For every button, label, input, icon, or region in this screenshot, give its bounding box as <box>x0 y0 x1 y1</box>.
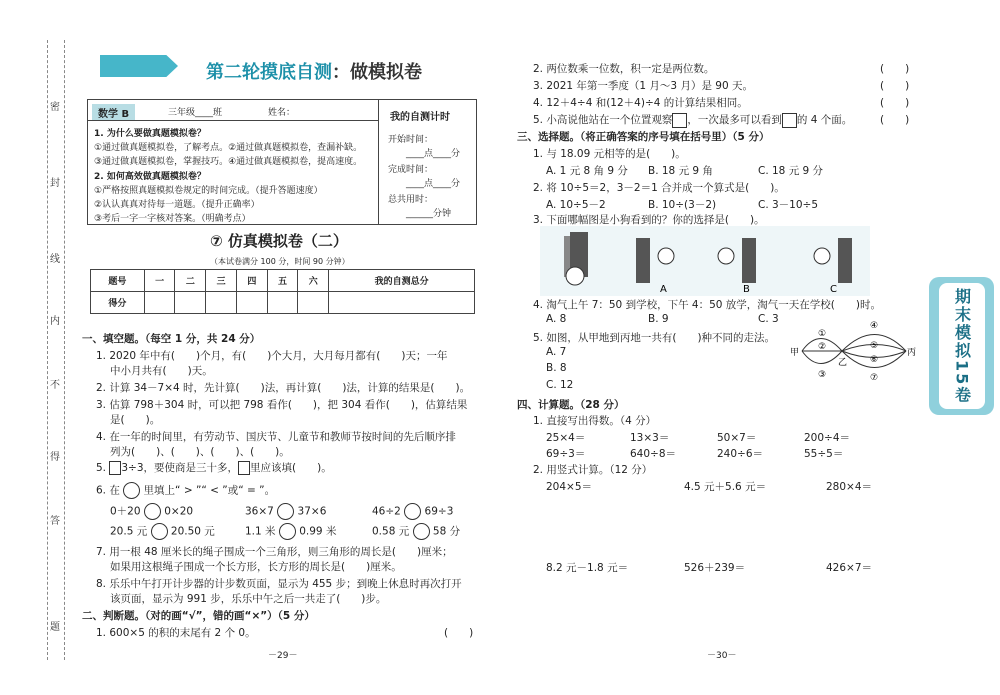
route-number: ⑤ <box>870 341 879 351</box>
section-heading: 三、选择题。（将正确答案的序号填在括号里）（5 分） <box>517 131 770 143</box>
option[interactable]: A. 10÷5－2 <box>546 199 606 211</box>
table-cell: 我的自测总分 <box>329 270 475 292</box>
oral-item: 50×7＝ <box>717 432 757 444</box>
compare-circle[interactable] <box>279 523 296 540</box>
option[interactable]: B. 9 <box>648 313 669 325</box>
compare-circle[interactable] <box>144 503 161 520</box>
binding-char: 密 <box>50 102 60 113</box>
binding-char: 线 <box>50 254 60 265</box>
table-cell: 三 <box>206 270 237 292</box>
route-number: ⑦ <box>870 373 879 383</box>
option[interactable]: C. 12 <box>546 379 574 391</box>
compare-circle[interactable] <box>404 503 421 520</box>
option[interactable]: C. 3 <box>758 313 779 325</box>
oral-item: 55÷5＝ <box>804 448 844 460</box>
binding-char: 答 <box>50 516 60 527</box>
total-value: ______分钟 <box>406 209 452 219</box>
question-text: 2. 计算 34－7×4 时，先计算( )法，再计算( )法，计算的结果是( )。 <box>96 382 471 394</box>
compare-item: 46÷2 69÷3 <box>372 503 453 520</box>
oral-item: 69÷3＝ <box>546 448 586 460</box>
question-text: 6. 在 里填上“ > ”“ < ”或“ = ”。 <box>96 482 275 499</box>
start-value: ____点____分 <box>406 149 461 159</box>
section-heading: 四、计算题。（28 分） <box>517 399 625 411</box>
question-text: 3. 估算 798＋304 时，可以把 798 看作( )，把 304 看作( )，估算结果 <box>96 399 468 411</box>
table-cell: 五 <box>267 270 298 292</box>
compare-item: 20.5 元 20.50 元 <box>110 523 215 540</box>
question-text: 3. 2021 年第一季度（1 月～3 月）是 90 天。 <box>533 80 753 92</box>
binding-char: 题 <box>50 622 60 633</box>
compare-item: 0.58 元 58 分 <box>372 523 460 540</box>
question-text: 4. 12＋4÷4 和(12＋4)÷4 的计算结果相同。 <box>533 97 748 109</box>
info-box <box>87 99 477 225</box>
oral-item: 13×3＝ <box>630 432 670 444</box>
route-number: ⑥ <box>870 355 879 365</box>
dog-view-figure <box>540 226 870 296</box>
total-label: 总共用时： <box>388 195 434 205</box>
binding-strip <box>44 40 68 660</box>
vertical-item: 204×5＝ <box>546 481 593 493</box>
side-tab-label: 期末模拟15卷 <box>952 287 972 405</box>
divider <box>88 120 378 121</box>
question-text: 7. 用一根 48 厘米长的绳子围成一个三角形，则三角形的周长是( )厘米； <box>96 546 453 558</box>
question-text: 中小月共有( )天。 <box>110 365 213 377</box>
compare-circle[interactable] <box>151 523 168 540</box>
route-diagram <box>790 318 920 384</box>
start-label: 开始时间： <box>388 135 434 145</box>
binding-char: 内 <box>50 316 60 327</box>
question-1: 1. 为什么要做真题模拟卷？ <box>94 129 206 139</box>
bear-icon <box>718 248 734 264</box>
side-tab <box>929 277 994 415</box>
question-text: 是( )。 <box>110 414 161 426</box>
question-text: 4. 淘气上午 7：50 到学校，下午 4：50 放学，淘气一天在学校( )时。 <box>533 299 881 311</box>
score-table <box>90 269 475 314</box>
banner-ribbon <box>100 55 178 77</box>
table-row <box>91 270 475 292</box>
option-label: B <box>743 284 750 295</box>
name-field: 姓名： <box>268 108 296 118</box>
option[interactable]: B. 10÷(3－2) <box>648 199 717 211</box>
answer-line: ②认认真真对待每一道题。（提升正确率） <box>94 200 260 210</box>
question-text: 8. 乐乐中午打开计步器的计步数页面，显示为 455 步；到晚上休息时再次打开 <box>96 578 462 590</box>
oral-item: 25×4＝ <box>546 432 586 444</box>
vertical-item: 4.5 元＋5.6 元＝ <box>684 481 767 493</box>
question-text: 1. 与 18.09 元相等的是( )。 <box>533 148 686 160</box>
answer-paren[interactable]: ( ) <box>444 627 474 639</box>
subject-label: 数学 B <box>92 104 135 121</box>
option-label: A <box>660 284 667 295</box>
question-text: 3. 下面哪幅图是小狗看到的？你的选择是( )。 <box>533 214 765 226</box>
bear-icon <box>814 248 830 264</box>
question-2: 2. 如何高效做真题模拟卷？ <box>94 172 206 182</box>
dog-icon <box>566 267 584 285</box>
grade-field: 三年级____班 <box>168 108 223 118</box>
binding-char: 得 <box>50 452 60 463</box>
question-text: 1. 2020 年中有( )个月，有( )个大月，大月每月都有( )天；一年 <box>96 350 448 362</box>
score-input[interactable] <box>267 292 298 314</box>
answer-paren[interactable]: ( ) <box>880 80 910 92</box>
answer-line: ③考后一字一字核对答案。（明确考点） <box>94 214 251 224</box>
score-input[interactable] <box>144 292 175 314</box>
option[interactable]: A. 8 <box>546 313 567 325</box>
table-cell: 二 <box>175 270 206 292</box>
bear-icon <box>658 248 674 264</box>
binding-line <box>64 40 65 660</box>
paper-title: ⑦ 仿真模拟卷（二） <box>210 232 348 250</box>
place-label: 甲 <box>790 348 800 358</box>
option-label: C <box>830 284 837 295</box>
answer-paren[interactable]: ( ) <box>880 97 910 109</box>
compare-circle[interactable] <box>277 503 294 520</box>
question-text: 5. 小高说他站在一个位置观察 ，一次最多可以看到 的 4 个面。 <box>533 114 853 126</box>
route-number: ② <box>818 342 827 352</box>
question-text: 该页面，显示为 991 步，乐乐中午之后一共走了( )步。 <box>110 593 387 605</box>
finish-label: 完成时间： <box>388 165 434 175</box>
oral-item: 640÷8＝ <box>630 448 677 460</box>
route-number: ④ <box>870 321 879 331</box>
option[interactable]: C. 18 元 9 分 <box>758 165 824 177</box>
question-text: 4. 在一年的时间里，有劳动节、国庆节、儿童节和教师节按时间的先后顺序排 <box>96 431 456 443</box>
score-input[interactable] <box>236 292 267 314</box>
vertical-item: 280×4＝ <box>826 481 873 493</box>
finish-value: ____点____分 <box>406 179 461 189</box>
table-cell: 得分 <box>91 292 145 314</box>
page-number: －30－ <box>707 651 737 661</box>
answer-line: ①通过做真题模拟卷，了解考点。②通过做真题模拟卷，查漏补缺。 <box>94 143 363 153</box>
compare-item: 1.1 米 0.99 米 <box>245 523 336 540</box>
question-text: 列为( )、( )、( )、( )。 <box>110 446 290 458</box>
option[interactable]: A. 7 <box>546 346 567 358</box>
option[interactable]: B. 8 <box>546 362 567 374</box>
vertical-item: 8.2 元－1.8 元＝ <box>546 562 629 574</box>
oral-item: 200÷4＝ <box>804 432 851 444</box>
section-heading: 二、判断题。（对的画“√”，错的画“×”）（5 分） <box>82 610 315 622</box>
compare-item: 36×7 37×6 <box>245 503 326 520</box>
vertical-item: 526＋239＝ <box>684 562 746 574</box>
binding-line <box>47 40 48 660</box>
binding-char: 封 <box>50 178 60 189</box>
paper-subtitle: （本试卷满分 100 分，时间 90 分钟） <box>210 257 350 266</box>
timer-title: 我的自测计时 <box>390 112 450 123</box>
answer-line: ③通过做真题模拟卷，掌握技巧。④通过做真题模拟卷，提高速度。 <box>94 157 363 167</box>
score-input[interactable] <box>329 292 475 314</box>
question-text: 如果用这根绳子围成一个长方形，长方形的周长是( )厘米。 <box>110 561 402 573</box>
circle-blank <box>123 482 140 499</box>
oral-item: 240÷6＝ <box>717 448 764 460</box>
route-path <box>802 351 842 364</box>
table-cell: 四 <box>236 270 267 292</box>
answer-paren[interactable]: ( ) <box>880 114 910 126</box>
option[interactable]: C. 3－10÷5 <box>758 199 819 211</box>
question-text: 2. 用竖式计算。（12 分） <box>533 464 653 476</box>
route-number: ① <box>818 329 827 339</box>
route-number: ③ <box>818 370 827 380</box>
cube-icon <box>782 113 797 128</box>
vertical-item: 426×7＝ <box>826 562 873 574</box>
option[interactable]: B. 18 元 9 角 <box>648 165 713 177</box>
cube-icon <box>672 113 687 128</box>
score-input[interactable] <box>175 292 206 314</box>
compare-circle[interactable] <box>413 523 430 540</box>
page-number: －29－ <box>268 651 298 661</box>
question-text: 1. 直接写出得数。（4 分） <box>533 415 657 427</box>
score-input[interactable] <box>298 292 329 314</box>
table-cell: 题号 <box>91 270 145 292</box>
question-text: 1. 600×5 的积的末尾有 2 个 0。 <box>96 627 256 639</box>
blank-box <box>109 461 121 475</box>
box-shape <box>636 238 650 283</box>
compare-item: 0＋20 0×20 <box>110 503 193 520</box>
table-cell: 一 <box>144 270 175 292</box>
question-text: 5. 如图，从甲地到丙地一共有( )种不同的走法。 <box>533 332 776 344</box>
question-text: 2. 两位数乘一位数，积一定是两位数。 <box>533 63 715 75</box>
section-heading: 一、填空题。（每空 1 分，共 24 分） <box>82 333 261 345</box>
table-row <box>91 292 475 314</box>
box-shape <box>742 238 756 283</box>
place-label: 乙 <box>838 358 848 368</box>
answer-line: ①严格按照真题模拟卷规定的时间完成。（提升答题速度） <box>94 186 323 196</box>
question-text: 2. 将 10÷5＝2，3－2＝1 合并成一个算式是( )。 <box>533 182 785 194</box>
banner-title: 第二轮摸底自测：做模拟卷 <box>206 62 422 83</box>
place-label: 丙 <box>907 348 917 358</box>
score-input[interactable] <box>206 292 237 314</box>
box-shape <box>838 238 852 283</box>
answer-paren[interactable]: ( ) <box>880 63 910 75</box>
table-cell: 六 <box>298 270 329 292</box>
info-left <box>88 100 379 224</box>
blank-box <box>238 461 250 475</box>
binding-char: 不 <box>50 380 60 391</box>
option[interactable]: A. 1 元 8 角 9 分 <box>546 165 628 177</box>
question-text: 5. 3÷3，要使商是三十多， 里应该填( )。 <box>96 462 332 474</box>
